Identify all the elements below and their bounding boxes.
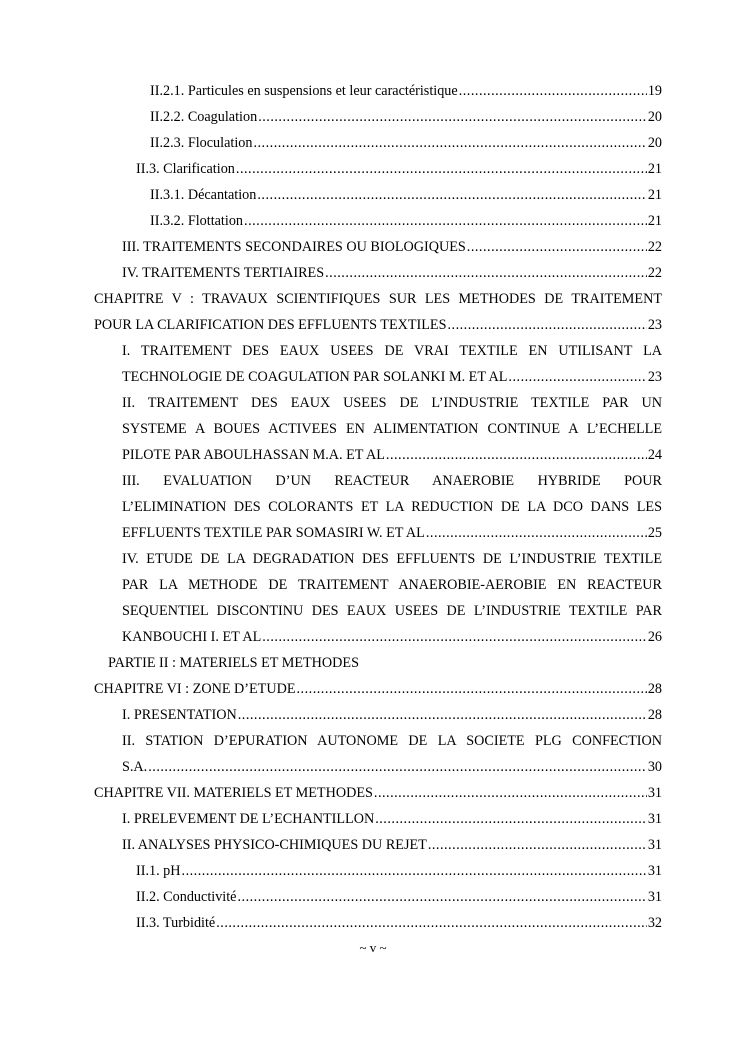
toc-entry-title-line: EFFLUENTS TEXTILE PAR SOMASIRI W. ET AL xyxy=(122,525,425,541)
toc-entry[interactable] xyxy=(122,260,662,286)
dot-leader xyxy=(257,182,646,208)
toc-page-number: 28 xyxy=(647,707,662,723)
toc-entry-title-line: TECHNOLOGIE DE COAGULATION PAR SOLANKI M. ET AL xyxy=(122,369,508,385)
toc-entry[interactable] xyxy=(136,910,662,936)
dot-leader xyxy=(216,910,647,936)
toc-page-number: 22 xyxy=(647,265,662,281)
toc-page-number: 31 xyxy=(647,811,662,827)
toc-entry-title-line: PILOTE PAR ABOULHASSAN M.A. ET AL xyxy=(122,447,385,463)
toc-entry[interactable] xyxy=(122,546,662,650)
dot-leader xyxy=(236,156,647,182)
dot-leader xyxy=(253,130,646,156)
dot-leader xyxy=(148,754,647,780)
toc-page-number: 31 xyxy=(647,837,662,853)
dot-leader xyxy=(238,702,647,728)
dot-leader xyxy=(375,806,647,832)
toc-entry-title-line: II.2.3. Floculation xyxy=(150,135,253,151)
dot-leader xyxy=(262,624,647,650)
toc-part-heading: PARTIE II : MATERIELS ET METHODES xyxy=(108,655,359,671)
toc-entry-title-line: PAR LA METHODE DE TRAITEMENT ANAEROBIE-AEROBIE EN REACTEUR xyxy=(122,577,662,593)
toc-entry[interactable] xyxy=(122,390,662,468)
page-number-footer: ~ v ~ xyxy=(359,940,387,955)
toc-entry-title-line: CHAPITRE V : TRAVAUX SCIENTIFIQUES SUR LES METHODES DE TRAITEMENT xyxy=(94,291,662,307)
toc-entry[interactable] xyxy=(150,208,662,234)
toc-entry-title-line: SYSTEME A BOUES ACTIVEES EN ALIMENTATION CONTINUE A L’ECHELLE xyxy=(122,421,662,437)
dot-leader xyxy=(508,364,646,390)
toc-entry[interactable] xyxy=(150,104,662,130)
toc-entry[interactable] xyxy=(122,234,662,260)
toc-page-number: 22 xyxy=(647,239,662,255)
toc-page-number: 32 xyxy=(647,915,662,931)
toc-page-number: 31 xyxy=(647,863,662,879)
toc-page-number: 19 xyxy=(647,83,662,99)
toc-entry-title-line: III. EVALUATION D’UN REACTEUR ANAEROBIE HYBRIDE POUR xyxy=(122,473,662,489)
toc-page-number: 28 xyxy=(647,681,662,697)
dot-leader xyxy=(237,884,646,910)
toc-entry[interactable] xyxy=(122,468,662,546)
dot-leader xyxy=(386,442,647,468)
toc-entry-title-line: KANBOUCHI I. ET AL xyxy=(122,629,262,645)
toc-entry-title-line: II.2.2. Coagulation xyxy=(150,109,258,125)
toc-entry-title-line: II. ANALYSES PHYSICO-CHIMIQUES DU REJET xyxy=(122,837,427,853)
toc-page-number: 20 xyxy=(647,135,662,151)
dot-leader xyxy=(258,104,647,130)
toc-entry-title-line: I. PRESENTATION xyxy=(122,707,237,723)
toc-entry[interactable] xyxy=(122,832,662,858)
toc-entry[interactable] xyxy=(136,156,662,182)
toc-entry[interactable] xyxy=(150,182,662,208)
dot-leader xyxy=(426,520,647,546)
toc-page-number: 25 xyxy=(647,525,662,541)
toc-page-number: 26 xyxy=(647,629,662,645)
toc-entry-title-line: SEQUENTIEL DISCONTINU DES EAUX USEES DE L’INDUSTRIE TEXTILE PAR xyxy=(122,603,662,619)
toc-entry-title-line: I. PRELEVEMENT DE L’ECHANTILLON xyxy=(122,811,375,827)
toc-entry[interactable] xyxy=(136,858,662,884)
toc-entry-title-line: CHAPITRE VI : ZONE D’ETUDE xyxy=(94,681,296,697)
toc-page-number: 31 xyxy=(647,889,662,905)
toc-entry[interactable] xyxy=(150,130,662,156)
toc-entry-title-line: II.2.1. Particules en suspensions et leur caractéristique xyxy=(150,83,458,99)
toc-entry[interactable] xyxy=(94,676,662,702)
toc-page-number: 21 xyxy=(647,161,662,177)
toc-entry[interactable] xyxy=(122,806,662,832)
toc-entry-title-line: II.1. pH xyxy=(136,863,181,879)
toc-entry-title-line: II.3. Clarification xyxy=(136,161,235,177)
toc-entry[interactable] xyxy=(122,702,662,728)
dot-leader xyxy=(428,832,647,858)
toc-entry-title-line: III. TRAITEMENTS SECONDAIRES OU BIOLOGIQUES xyxy=(122,239,466,255)
dot-leader xyxy=(182,858,647,884)
toc-entry-title-line: IV. ETUDE DE LA DEGRADATION DES EFFLUENTS DE L’INDUSTRIE TEXTILE xyxy=(122,551,662,567)
toc-entry-title-line: II. TRAITEMENT DES EAUX USEES DE L’INDUSTRIE TEXTILE PAR UN xyxy=(122,395,662,411)
toc-entry-title-line: S.A. xyxy=(122,759,148,775)
toc-entry[interactable] xyxy=(94,780,662,806)
dot-leader xyxy=(447,312,646,338)
toc-entry-title-line: II.2. Conductivité xyxy=(136,889,237,905)
toc-entry[interactable] xyxy=(94,286,662,338)
toc-page-number: 21 xyxy=(647,213,662,229)
toc-page-number: 31 xyxy=(647,785,662,801)
toc-entry-title-line: CHAPITRE VII. MATERIELS ET METHODES xyxy=(94,785,373,801)
toc-entry-title-line: L’ELIMINATION DES COLORANTS ET LA REDUCTION DE LA DCO DANS LES xyxy=(122,499,662,515)
dot-leader xyxy=(244,208,647,234)
toc-entry-title-line: II. STATION D’EPURATION AUTONOME DE LA SOCIETE PLG CONFECTION xyxy=(122,733,662,749)
toc-page-number: 20 xyxy=(647,109,662,125)
toc-page-number: 23 xyxy=(647,369,662,385)
toc-entry[interactable] xyxy=(136,884,662,910)
dot-leader xyxy=(467,234,647,260)
toc-entry[interactable] xyxy=(122,728,662,780)
toc-entry-title-line: IV. TRAITEMENTS TERTIAIRES xyxy=(122,265,325,281)
dot-leader xyxy=(325,260,647,286)
toc-entry-title-line: I. TRAITEMENT DES EAUX USEES DE VRAI TEXTILE EN UTILISANT LA xyxy=(122,343,662,359)
toc-entry-title-line: II.3. Turbidité xyxy=(136,915,216,931)
toc-page-number: 21 xyxy=(647,187,662,203)
toc-entry-title-line: II.3.2. Flottation xyxy=(150,213,244,229)
toc-page-number: 30 xyxy=(647,759,662,775)
dot-leader xyxy=(374,780,647,806)
toc-page-number: 23 xyxy=(647,317,662,333)
toc-entry[interactable] xyxy=(122,338,662,390)
dot-leader xyxy=(297,676,647,702)
toc-entry[interactable] xyxy=(150,78,662,104)
toc-entry-title-line: II.3.1. Décantation xyxy=(150,187,257,203)
toc-entry-title-line: POUR LA CLARIFICATION DES EFFLUENTS TEXTILES xyxy=(94,317,447,333)
dot-leader xyxy=(459,78,647,104)
toc-page-number: 24 xyxy=(647,447,662,463)
